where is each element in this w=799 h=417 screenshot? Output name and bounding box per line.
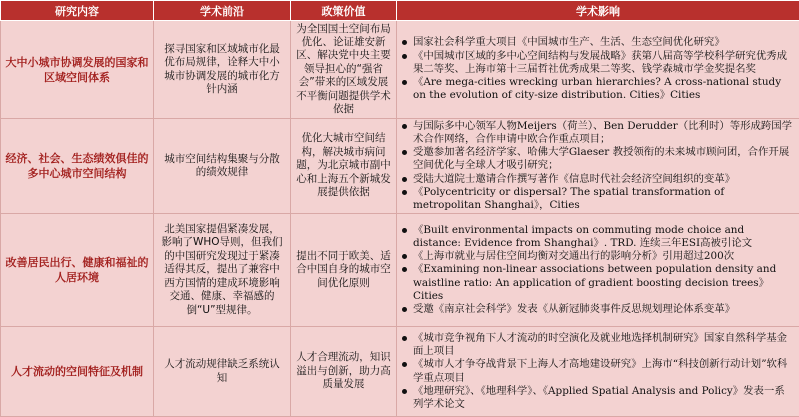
impact-text: 《上海市就业与居住空间均衡对交通出行的影响分析》引用超过200次 [413, 250, 734, 262]
research-content-cell: 大中小城市协调发展的国家和区域空间体系 [1, 21, 154, 119]
academic-frontier-cell: 城市空间结构集聚与分散的绩效规律 [154, 119, 291, 214]
impact-text: 与国际多中心领军人物Meijers（荷兰）、Ben Derudder（比利时）等形成跨国学术合作网络，合作申请中欧合作重点项目； [413, 120, 792, 145]
academic-impact-cell [397, 21, 799, 119]
bullet-icon [402, 267, 407, 272]
bullet-icon [402, 336, 407, 341]
bullet-icon [402, 54, 407, 59]
impact-text: 《Are mega-cities wrecking urban hierarchies? A cross-national study on the evolution of city-size distribution. Cities》Cities [413, 76, 781, 101]
research-content-cell: 人才流动的空间特征及机制 [1, 327, 154, 417]
impact-item [399, 224, 795, 250]
impact-item [399, 303, 795, 316]
research-content-cell: 改善居民出行、健康和福祉的人居环境 [1, 214, 154, 327]
impact-text: 《城市竞争视角下人才流动的时空演化及就业地选择机制研究》国家自然科学基金面上项目 [413, 332, 787, 357]
impact-text: 国家社会科学重大项目《中国城市生产、生活、生态空间优化研究》 [413, 36, 725, 48]
impact-item [399, 385, 795, 411]
impact-text: 《Examining non-linear associations between population density and waistline ratio: An application of gradient boosting decision trees》Cities [413, 263, 776, 301]
header-academic-frontier: 学术前沿 [154, 1, 291, 21]
impact-item [399, 36, 795, 49]
impact-text: 受陆大道院士邀请合作撰写著作《信息时代社会经济空间组织的变革》 [413, 173, 735, 185]
research-content-cell: 经济、社会、生态绩效俱佳的多中心城市空间结构 [1, 119, 154, 214]
impact-item [399, 250, 795, 263]
bullet-icon [402, 228, 407, 233]
impact-list [399, 224, 795, 316]
impact-list [399, 120, 795, 212]
academic-frontier-cell: 人才流动规律缺乏系统认知 [154, 327, 291, 417]
bullet-icon [402, 190, 407, 195]
policy-value-cell: 为全国国土空间布局优化、论证雄安新区、解决党中央主要领导担心的“强省会”带来的区域发展不平衡问题提供学术依据 [291, 21, 397, 119]
table-row [1, 214, 799, 327]
impact-item [399, 50, 795, 76]
impact-item [399, 358, 795, 384]
academic-frontier-cell: 探寻国家和区域城市化最优布局规律，诠释大中小城市协调发展的城市化方针内涵 [154, 21, 291, 119]
header-row [1, 1, 799, 21]
impact-text: 《Built environmental impacts on commuting mode choice and distance: Evidence from Shanghai》. TRD. 连续三年ESI高被引论文 [413, 224, 752, 249]
impact-list [399, 332, 795, 411]
policy-value-cell: 优化大城市空间结构，解决城市病问题，为北京城市副中心和上海五个新城发展提供依据 [291, 119, 397, 214]
impact-list [399, 36, 795, 102]
impact-text: 受邀《南京社会科学》发表《从新冠肺炎事件反思规划理论体系变革》 [413, 303, 735, 315]
impact-text: 《地理研究》、《地理科学》、《Applied Spatial Analysis and Policy》发表一系列学术论文 [413, 385, 785, 410]
bullet-icon [402, 177, 407, 182]
academic-impact-cell [397, 214, 799, 327]
impact-text: 《城市人才争夺战背景下上海人才高地建设研究》上海市“科技创新行动计划”软科学重点项目 [413, 358, 787, 383]
header-academic-impact: 学术影响 [397, 1, 799, 21]
bullet-icon [402, 307, 407, 312]
impact-item [399, 332, 795, 358]
impact-item [399, 146, 795, 172]
header-research-content: 研究内容 [1, 1, 154, 21]
academic-impact-cell [397, 119, 799, 214]
bullet-icon [402, 40, 407, 45]
policy-value-cell: 人才合理流动，知识溢出与创新，助力高质量发展 [291, 327, 397, 417]
bullet-icon [402, 80, 407, 85]
bullet-icon [402, 254, 407, 259]
table-row [1, 21, 799, 119]
impact-item [399, 186, 795, 212]
impact-text: 《Polycentricity or dispersal? The spatial transformation of metropolitan Shanghai》，Cities [413, 186, 724, 211]
table-row [1, 119, 799, 214]
header-policy-value: 政策价值 [291, 1, 397, 21]
bullet-icon [402, 124, 407, 129]
bullet-icon [402, 150, 407, 155]
bullet-icon [402, 389, 407, 394]
impact-text: 受邀参加著名经济学家、哈佛大学Glaeser 教授领衔的未来城市顾问团，合作开展空间优化与全球人才吸引研究； [413, 146, 789, 171]
table-row [1, 327, 799, 417]
impact-item [399, 120, 795, 146]
academic-impact-cell [397, 327, 799, 417]
academic-frontier-cell: 北美国家提倡紧凑发展，影响了WHO导则，但我们的中国研究发现过于紧凑适得其反，提出了兼容中西方国情的建成环境影响交通、健康、幸福感的倒“U”型规律。 [154, 214, 291, 327]
impact-item [399, 76, 795, 102]
impact-item [399, 173, 795, 186]
policy-value-cell: 提出不同于欧美、适合中国自身的城市空间优化原则 [291, 214, 397, 327]
impact-item [399, 263, 795, 303]
impact-text: 《中国城市区域的多中心空间结构与发展战略》获第八届高等学校科学研究优秀成果二等奖、上海市第十三届哲社优秀成果二等奖、钱学森城市学金奖提名奖 [413, 50, 787, 75]
bullet-icon [402, 362, 407, 367]
